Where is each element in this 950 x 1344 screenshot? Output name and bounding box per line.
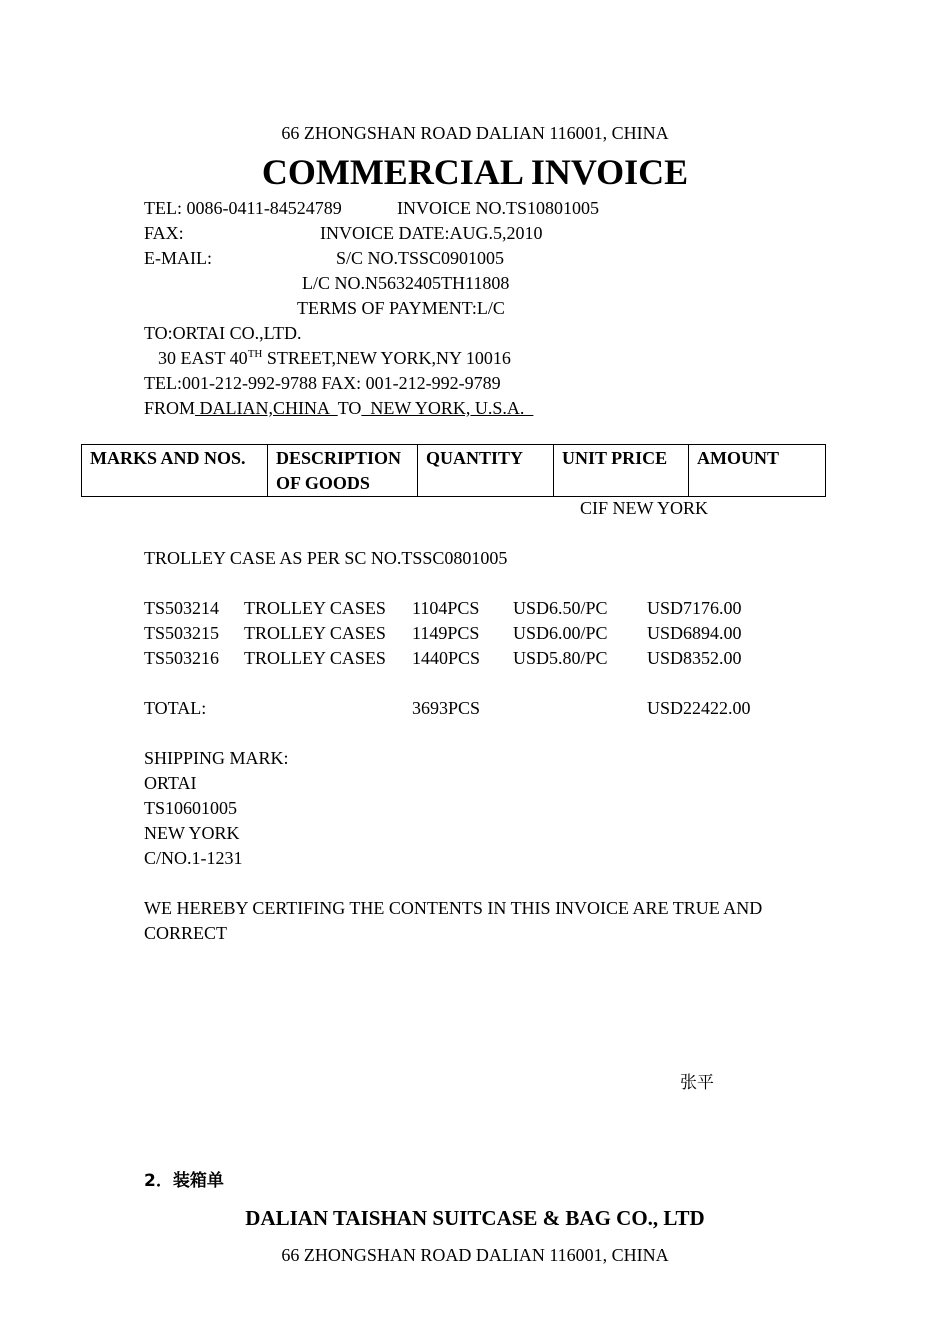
item-quantity: 1440PCS <box>412 648 481 668</box>
ordinal-suffix: TH <box>247 348 263 360</box>
price-terms: CIF NEW YORK <box>580 498 709 518</box>
tel-line: TEL: 0086-0411-84524789 <box>144 198 342 218</box>
address-part: 30 EAST 40 <box>158 348 248 368</box>
lc-number: L/C NO.N5632405TH11808 <box>302 273 510 293</box>
fax-line: FAX: <box>144 223 184 243</box>
item-description: TROLLEY CASES <box>244 623 386 643</box>
item-mark: TS503216 <box>144 648 220 668</box>
header-row <box>82 445 826 497</box>
port-of-destination: NEW YORK, U.S.A. <box>361 398 534 418</box>
document-title: COMMERCIAL INVOICE <box>261 152 689 192</box>
item-unit-price: USD6.50/PC <box>513 598 608 618</box>
item-unit-price: USD6.00/PC <box>513 623 608 643</box>
from-label: FROM <box>144 398 196 418</box>
company-name: DALIAN TAISHAN SUITCASE & BAG CO., LTD <box>245 1206 705 1230</box>
item-description: TROLLEY CASES <box>244 598 386 618</box>
marks-header: MARKS AND NOS. <box>82 445 268 497</box>
total-quantity: 3693PCS <box>412 698 481 718</box>
total-amount: USD22422.00 <box>647 698 751 718</box>
item-mark: TS503215 <box>144 623 220 643</box>
invoice-date: INVOICE DATE:AUG.5,2010 <box>320 223 543 243</box>
goods-table-header <box>81 444 826 497</box>
item-amount: USD7176.00 <box>647 598 742 618</box>
quantity-header: QUANTITY <box>418 445 554 497</box>
address-line: 66 ZHONGSHAN ROAD DALIAN 116001, CHINA <box>281 123 669 143</box>
goods-description: TROLLEY CASE AS PER SC NO.TSSC0801005 <box>144 548 508 568</box>
invoice-number: INVOICE NO.TS10801005 <box>397 198 599 218</box>
description-header: DESCRIPTION OF GOODS <box>268 445 418 497</box>
item-description: TROLLEY CASES <box>244 648 386 668</box>
address-part: STREET,NEW YORK,NY 10016 <box>262 348 511 368</box>
shipping-mark-line: NEW YORK <box>144 823 240 843</box>
sales-contract-number: S/C NO.TSSC0901005 <box>336 248 505 268</box>
item-quantity: 1104PCS <box>412 598 480 618</box>
payment-terms: TERMS OF PAYMENT:L/C <box>297 298 505 318</box>
item-mark: TS503214 <box>144 598 220 618</box>
item-amount: USD8352.00 <box>647 648 742 668</box>
email-line: E-MAIL: <box>144 248 212 268</box>
certification-statement: WE HEREBY CERTIFING THE CONTENTS IN THIS INVOICE ARE TRUE AND <box>144 898 763 918</box>
shipping-mark-line: C/NO.1-1231 <box>144 848 243 868</box>
shipping-route <box>144 396 533 421</box>
unit-price-header: UNIT PRICE <box>554 445 689 497</box>
certification-statement-cont: CORRECT <box>144 923 228 943</box>
shipping-mark-label: SHIPPING MARK: <box>144 748 289 768</box>
section-heading: 2．装箱单 <box>144 1171 224 1191</box>
shipping-mark-line: ORTAI <box>144 773 197 793</box>
consignee-address <box>158 346 511 371</box>
item-amount: USD6894.00 <box>647 623 742 643</box>
consignee-name: TO:ORTAI CO.,LTD. <box>144 323 302 343</box>
consignee-contact: TEL:001-212-992-9788 FAX: 001-212-992-9789 <box>144 373 501 393</box>
signature: 张平 <box>680 1073 714 1093</box>
item-quantity: 1149PCS <box>412 623 480 643</box>
item-unit-price: USD5.80/PC <box>513 648 608 668</box>
total-label: TOTAL: <box>144 698 207 718</box>
amount-header: AMOUNT <box>689 445 826 497</box>
shipping-mark-line: TS10601005 <box>144 798 238 818</box>
to-label: TO <box>337 398 362 418</box>
address-line-2: 66 ZHONGSHAN ROAD DALIAN 116001, CHINA <box>281 1245 669 1265</box>
port-of-loading: DALIAN,CHINA <box>195 398 338 418</box>
